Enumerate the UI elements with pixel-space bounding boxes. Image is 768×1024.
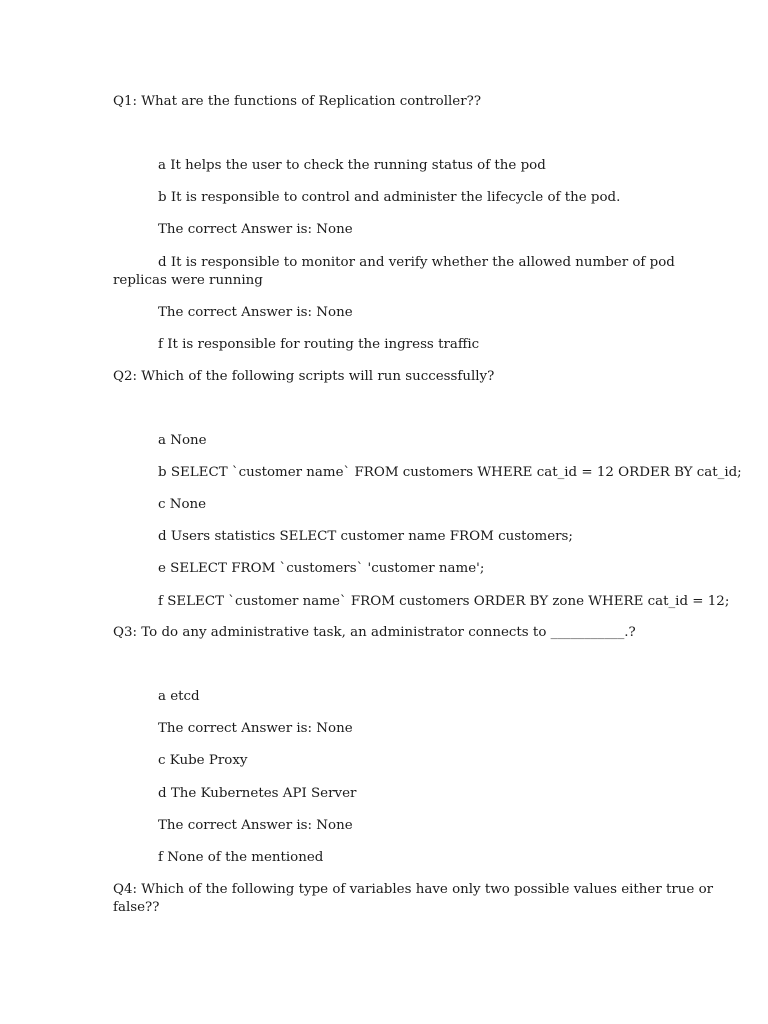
q1-option-d-continued: replicas were running <box>113 273 263 288</box>
q2-option-a: a None <box>158 433 207 448</box>
q1-correct-answer-2: The correct Answer is: None <box>158 305 353 320</box>
q2-option-c: c None <box>158 497 207 512</box>
question-4-continued: false?? <box>113 900 160 915</box>
q2-option-f: f SELECT `customer name` FROM customers ORDER BY zone WHERE cat_id = 12; <box>158 594 730 609</box>
q3-option-a: a etcd <box>158 689 200 704</box>
q2-option-e: e SELECT FROM `customers` 'customer name'; <box>158 561 485 576</box>
q3-correct-answer: The correct Answer is: None <box>158 721 353 736</box>
q1-option-f: f It is responsible for routing the ingress traffic <box>158 337 480 352</box>
question-3: Q3: To do any administrative task, an administrator connects to ___________.? <box>113 625 636 640</box>
q1-option-d: d It is responsible to monitor and verify whether the allowed number of pod <box>158 255 675 270</box>
q3-option-d: d The Kubernetes API Server <box>158 786 357 801</box>
q2-option-b: b SELECT `customer name` FROM customers WHERE cat_id = 12 ORDER BY cat_id; <box>158 465 742 480</box>
q3-correct-answer-2: The correct Answer is: None <box>158 818 353 833</box>
q3-option-f: f None of the mentioned <box>158 850 324 865</box>
question-2: Q2: Which of the following scripts will run successfully? <box>113 369 495 384</box>
q3-option-c: c Kube Proxy <box>158 753 248 768</box>
q1-correct-answer: The correct Answer is: None <box>158 222 353 237</box>
question-1: Q1: What are the functions of Replication controller?? <box>113 94 481 109</box>
q1-option-b: b It is responsible to control and administer the lifecycle of the pod. <box>158 190 621 205</box>
q2-option-d: d Users statistics SELECT customer name FROM customers; <box>158 529 573 544</box>
question-4: Q4: Which of the following type of variables have only two possible values either true or <box>113 882 714 897</box>
q1-option-a: a It helps the user to check the running status of the pod <box>158 158 546 173</box>
